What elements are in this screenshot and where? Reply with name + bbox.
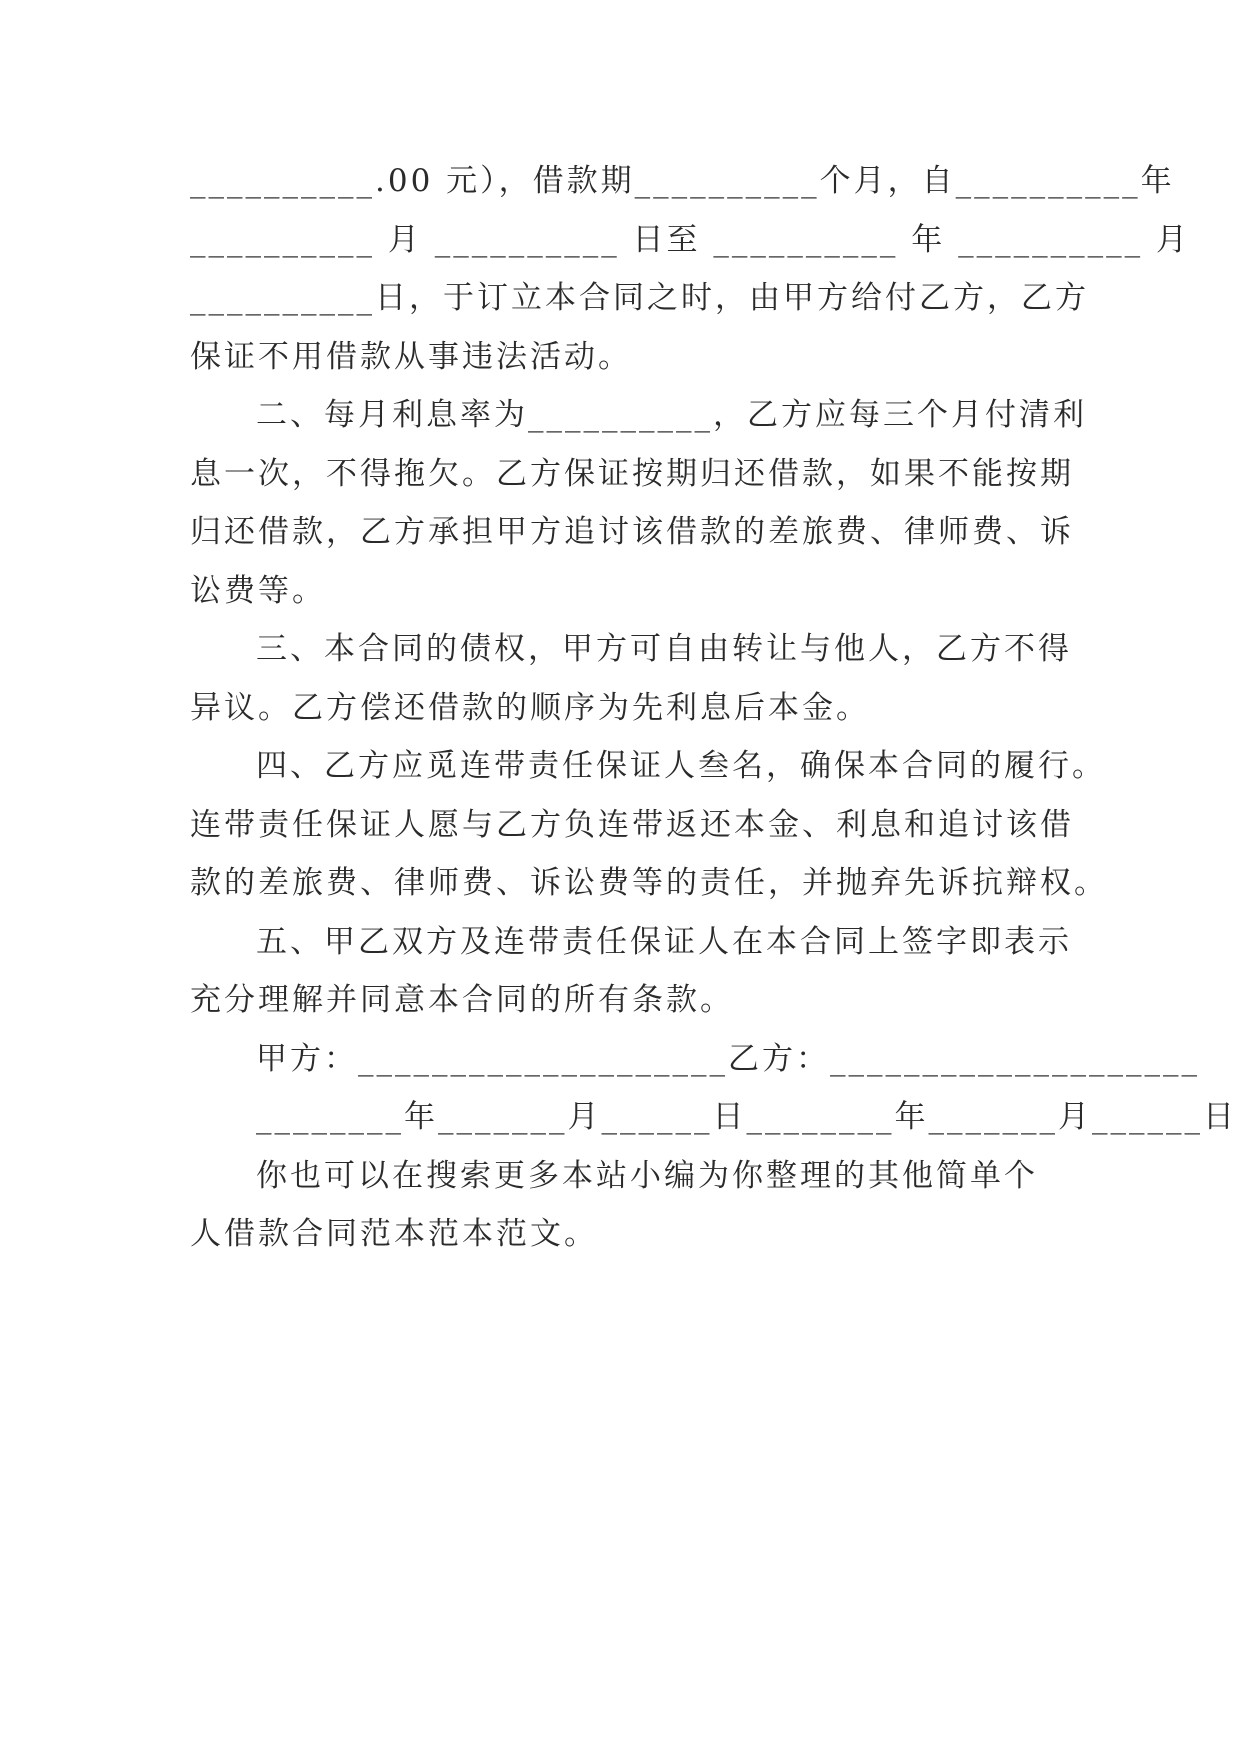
clause-two-start: 二、每月利息率为__________，乙方应每三个月付清利 xyxy=(256,397,1087,433)
clause-three-start: 三、本合同的债权，甲方可自由转让与他人，乙方不得 xyxy=(256,631,1072,667)
closing-note: 你也可以在搜索更多本站小编为你整理的其他简单个 xyxy=(256,1157,1038,1194)
text-line: 讼费等。 xyxy=(190,572,326,609)
signature-line: 甲方：____________________乙方：____________________ xyxy=(256,1040,1200,1077)
contract-body xyxy=(190,152,1237,1264)
text-line: 款的差旅费、律师费、诉讼费等的责任，并抛弃先诉抗辩权。 xyxy=(190,865,1108,901)
text-line: 充分理解并同意本合同的所有条款。 xyxy=(190,982,734,1018)
text-line: __________.00 元），借款期__________个月，自__________年 xyxy=(190,163,1175,199)
text-line: 归还借款，乙方承担甲方追讨该借款的差旅费、律师费、诉 xyxy=(190,514,1074,550)
date-line: ________年_______月______日________年_______月______日 xyxy=(256,1099,1237,1135)
text-line: __________日，于订立本合同之时，由甲方给付乙方，乙方 xyxy=(190,280,1089,316)
text-line: 连带责任保证人愿与乙方负连带返还本金、利息和追讨该借 xyxy=(190,806,1074,843)
text-line: 息一次，不得拖欠。乙方保证按期归还借款，如果不能按期 xyxy=(190,455,1074,492)
clause-four-start: 四、乙方应觅连带责任保证人叁名，确保本合同的履行。 xyxy=(256,748,1106,784)
text-line: 异议。乙方偿还借款的顺序为先利息后本金。 xyxy=(190,689,870,726)
clause-five-start: 五、甲乙双方及连带责任保证人在本合同上签字即表示 xyxy=(256,923,1072,960)
text-line: 保证不用借款从事违法活动。 xyxy=(190,338,632,375)
text-line: __________ 月 __________ 日至 __________ 年 __________ 月 xyxy=(190,221,1190,258)
text-line: 人借款合同范本范本范文。 xyxy=(190,1216,598,1252)
